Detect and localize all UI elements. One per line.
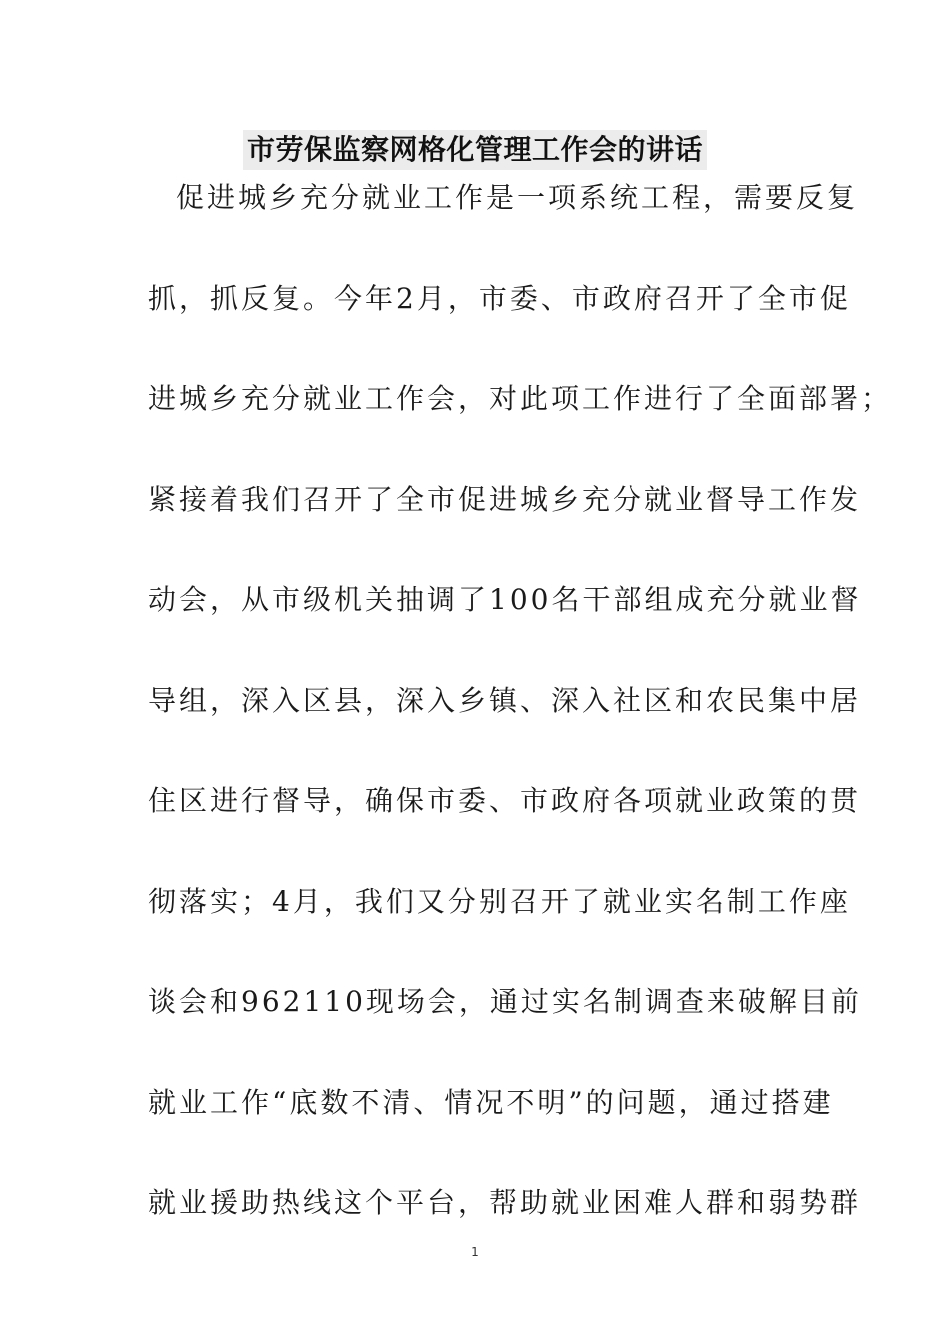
document-title: 市劳保监察网格化管理工作会的讲话 — [243, 130, 707, 170]
paragraph-line: 抓，抓反复。今年2月，市委、市政府召开了全市促 — [148, 282, 851, 315]
paragraph-line: 住区进行督导，确保市委、市政府各项就业政策的贯 — [148, 784, 862, 817]
paragraph-line: 谈会和962110现场会，通过实名制调查来破解目前 — [148, 985, 862, 1018]
paragraph-line: 促进城乡充分就业工作是一项系统工程，需要反复 — [176, 181, 859, 214]
paragraph-line: 导组，深入区县，深入乡镇、深入社区和农民集中居 — [148, 684, 862, 717]
paragraph-line: 进城乡充分就业工作会，对此项工作进行了全面部署； — [148, 382, 893, 415]
paragraph-line: 动会，从市级机关抽调了100名干部组成充分就业督 — [148, 583, 862, 616]
paragraph-line: 就业工作“底数不清、情况不明”的问题，通过搭建 — [148, 1086, 834, 1119]
paragraph-line: 彻落实；4月，我们又分别召开了就业实名制工作座 — [148, 885, 851, 918]
paragraph-line: 就业援助热线这个平台，帮助就业困难人群和弱势群 — [148, 1186, 862, 1219]
page-number: 1 — [471, 1245, 479, 1259]
paragraph-line: 紧接着我们召开了全市促进城乡充分就业督导工作发 — [148, 483, 862, 516]
title-container — [0, 130, 950, 170]
